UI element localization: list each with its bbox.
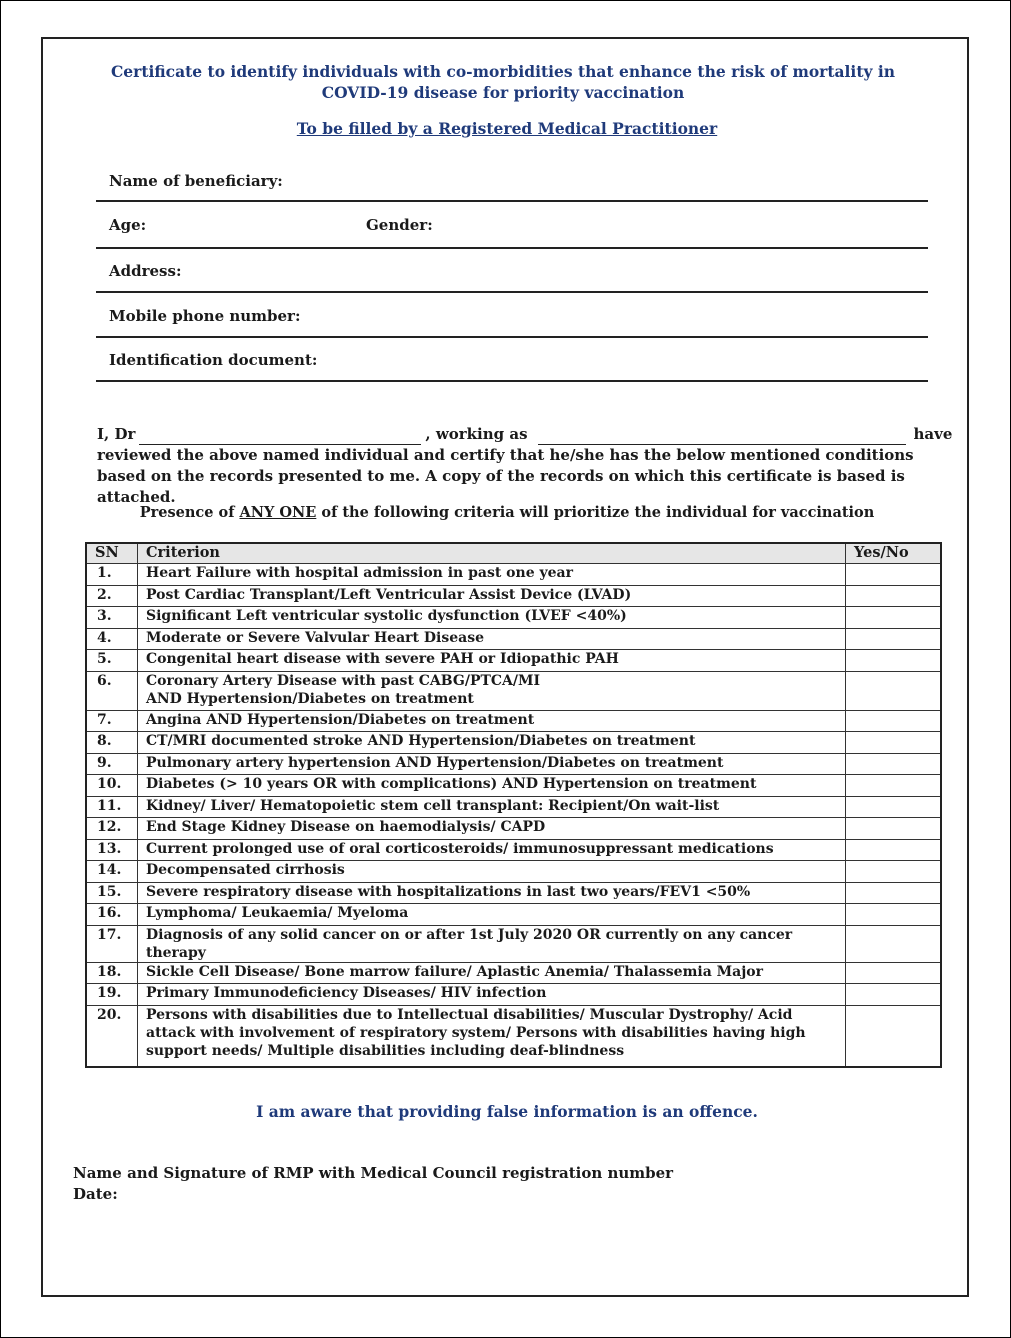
table-row — [86, 710, 941, 732]
row-criterion: Current prolonged use of oral corticosteroids/ immunosuppressant medications — [138, 839, 846, 861]
date-line: Date: — [73, 1185, 118, 1203]
row-sn: 1. — [86, 564, 138, 586]
yes-no-cell[interactable] — [846, 925, 942, 962]
address-rule — [96, 291, 928, 293]
gender-label: Gender: — [366, 216, 433, 234]
table-row — [86, 861, 941, 883]
row-sn: 16. — [86, 904, 138, 926]
yes-no-cell[interactable] — [846, 882, 942, 904]
yes-no-cell[interactable] — [846, 564, 942, 586]
age-label: Age: — [109, 216, 147, 234]
designation-blank[interactable] — [538, 430, 906, 445]
table-row — [86, 650, 941, 672]
yes-no-cell[interactable] — [846, 839, 942, 861]
row-sn: 19. — [86, 984, 138, 1006]
row-criterion: Diabetes (> 10 years OR with complications) AND Hypertension on treatment — [138, 775, 846, 797]
yes-no-cell[interactable] — [846, 710, 942, 732]
table-row — [86, 732, 941, 754]
row-sn: 4. — [86, 628, 138, 650]
yes-no-cell[interactable] — [846, 585, 942, 607]
presence-after: of the following criteria will prioritize the individual for vaccination — [316, 504, 875, 521]
declaration-continuation: reviewed the above named individual and certify that he/she has the below mentioned conditions based on the records presented to me. A copy of the records on which this certificate is based is attached. — [97, 446, 914, 506]
row-sn: 12. — [86, 818, 138, 840]
beneficiary-name-label: Name of beneficiary: — [109, 172, 283, 190]
doctor-name-blank[interactable] — [139, 430, 421, 445]
row-sn: 17. — [86, 925, 138, 962]
table-row — [86, 628, 941, 650]
yes-no-header: Yes/No — [846, 543, 942, 564]
age-gender-rule — [96, 247, 928, 249]
criteria-table — [85, 542, 942, 1068]
row-sn: 10. — [86, 775, 138, 797]
yes-no-cell[interactable] — [846, 775, 942, 797]
row-criterion: Decompensated cirrhosis — [138, 861, 846, 883]
certificate-subtitle: To be filled by a Registered Medical Practitioner — [296, 119, 718, 138]
row-sn: 2. — [86, 585, 138, 607]
table-row — [86, 984, 941, 1006]
criterion-header: Criterion — [138, 543, 846, 564]
yes-no-cell[interactable] — [846, 861, 942, 883]
yes-no-cell[interactable] — [846, 1005, 942, 1067]
table-row — [86, 839, 941, 861]
table-row — [86, 753, 941, 775]
table-row — [86, 796, 941, 818]
signature-line: Name and Signature of RMP with Medical Council registration number — [73, 1164, 674, 1182]
row-sn: 14. — [86, 861, 138, 883]
row-criterion: Post Cardiac Transplant/Left Ventricular Assist Device (LVAD) — [138, 585, 846, 607]
yes-no-cell[interactable] — [846, 818, 942, 840]
yes-no-cell[interactable] — [846, 984, 942, 1006]
row-criterion: Primary Immunodeficiency Diseases/ HIV infection — [138, 984, 846, 1006]
row-criterion: Severe respiratory disease with hospitalizations in last two years/FEV1 <50% — [138, 882, 846, 904]
table-row — [86, 585, 941, 607]
row-sn: 8. — [86, 732, 138, 754]
table-row — [86, 1005, 941, 1067]
table-header-row — [86, 543, 941, 564]
identification-rule — [96, 380, 928, 382]
row-sn: 20. — [86, 1005, 138, 1067]
row-criterion: Pulmonary artery hypertension AND Hypertension/Diabetes on treatment — [138, 753, 846, 775]
yes-no-cell[interactable] — [846, 628, 942, 650]
row-criterion: Heart Failure with hospital admission in past one year — [138, 564, 846, 586]
row-criterion: Kidney/ Liver/ Hematopoietic stem cell transplant: Recipient/On wait-list — [138, 796, 846, 818]
certificate-title: Certificate to identify individuals with co-morbidities that enhance the risk of mortality in COVID-19 disease for priority vaccination — [110, 62, 896, 102]
yes-no-cell[interactable] — [846, 732, 942, 754]
yes-no-cell[interactable] — [846, 650, 942, 672]
row-criterion: Diagnosis of any solid cancer on or after 1st July 2020 OR currently on any cancer therapy — [138, 925, 846, 962]
row-criterion: End Stage Kidney Disease on haemodialysis/ CAPD — [138, 818, 846, 840]
presence-emphasis: ANY ONE — [239, 504, 317, 521]
declaration-part-3: have — [913, 425, 953, 443]
mobile-label: Mobile phone number: — [109, 307, 301, 325]
row-sn: 11. — [86, 796, 138, 818]
presence-note — [43, 504, 971, 521]
row-sn: 6. — [86, 671, 138, 710]
row-criterion: CT/MRI documented stroke AND Hypertension/Diabetes on treatment — [138, 732, 846, 754]
table-row — [86, 882, 941, 904]
table-row — [86, 925, 941, 962]
declaration-part-1: I, Dr — [97, 425, 136, 443]
table-row — [86, 775, 941, 797]
identification-label: Identification document: — [109, 351, 318, 369]
table-row — [86, 564, 941, 586]
signature-block — [73, 1163, 673, 1205]
declaration-line-1 — [97, 424, 955, 445]
row-sn: 9. — [86, 753, 138, 775]
row-criterion: Significant Left ventricular systolic dysfunction (LVEF <40%) — [138, 607, 846, 629]
mobile-rule — [96, 336, 928, 338]
declaration-part-2: , working as — [425, 425, 528, 443]
address-label: Address: — [109, 262, 182, 280]
row-criterion: Lymphoma/ Leukaemia/ Myeloma — [138, 904, 846, 926]
row-sn: 18. — [86, 962, 138, 984]
table-row — [86, 962, 941, 984]
name-rule — [96, 200, 928, 202]
row-criterion: Congenital heart disease with severe PAH or Idiopathic PAH — [138, 650, 846, 672]
table-row — [86, 818, 941, 840]
table-row — [86, 904, 941, 926]
yes-no-cell[interactable] — [846, 671, 942, 710]
sn-header: SN — [86, 543, 138, 564]
row-sn: 3. — [86, 607, 138, 629]
doctor-declaration — [97, 424, 955, 508]
yes-no-cell[interactable] — [846, 962, 942, 984]
yes-no-cell[interactable] — [846, 904, 942, 926]
yes-no-cell[interactable] — [846, 753, 942, 775]
certificate-page — [41, 37, 969, 1297]
yes-no-cell[interactable] — [846, 607, 942, 629]
row-sn: 5. — [86, 650, 138, 672]
table-row — [86, 607, 941, 629]
row-sn: 13. — [86, 839, 138, 861]
yes-no-cell[interactable] — [846, 796, 942, 818]
row-sn: 7. — [86, 710, 138, 732]
row-criterion: Persons with disabilities due to Intellectual disabilities/ Muscular Dystrophy/ Acid attack with involvement of respiratory system/ Persons with disabilities having high support needs/ Multiple disabilities including deaf-blindness — [138, 1005, 846, 1067]
table-row — [86, 671, 941, 710]
row-criterion: Moderate or Severe Valvular Heart Disease — [138, 628, 846, 650]
row-criterion: Coronary Artery Disease with past CABG/PTCA/MI AND Hypertension/Diabetes on treatment — [138, 671, 846, 710]
row-sn: 15. — [86, 882, 138, 904]
presence-before: Presence of — [139, 504, 240, 521]
row-criterion: Angina AND Hypertension/Diabetes on treatment — [138, 710, 846, 732]
row-criterion: Sickle Cell Disease/ Bone marrow failure/ Aplastic Anemia/ Thalassemia Major — [138, 962, 846, 984]
false-information-warning: I am aware that providing false information is an offence. — [256, 1102, 758, 1121]
